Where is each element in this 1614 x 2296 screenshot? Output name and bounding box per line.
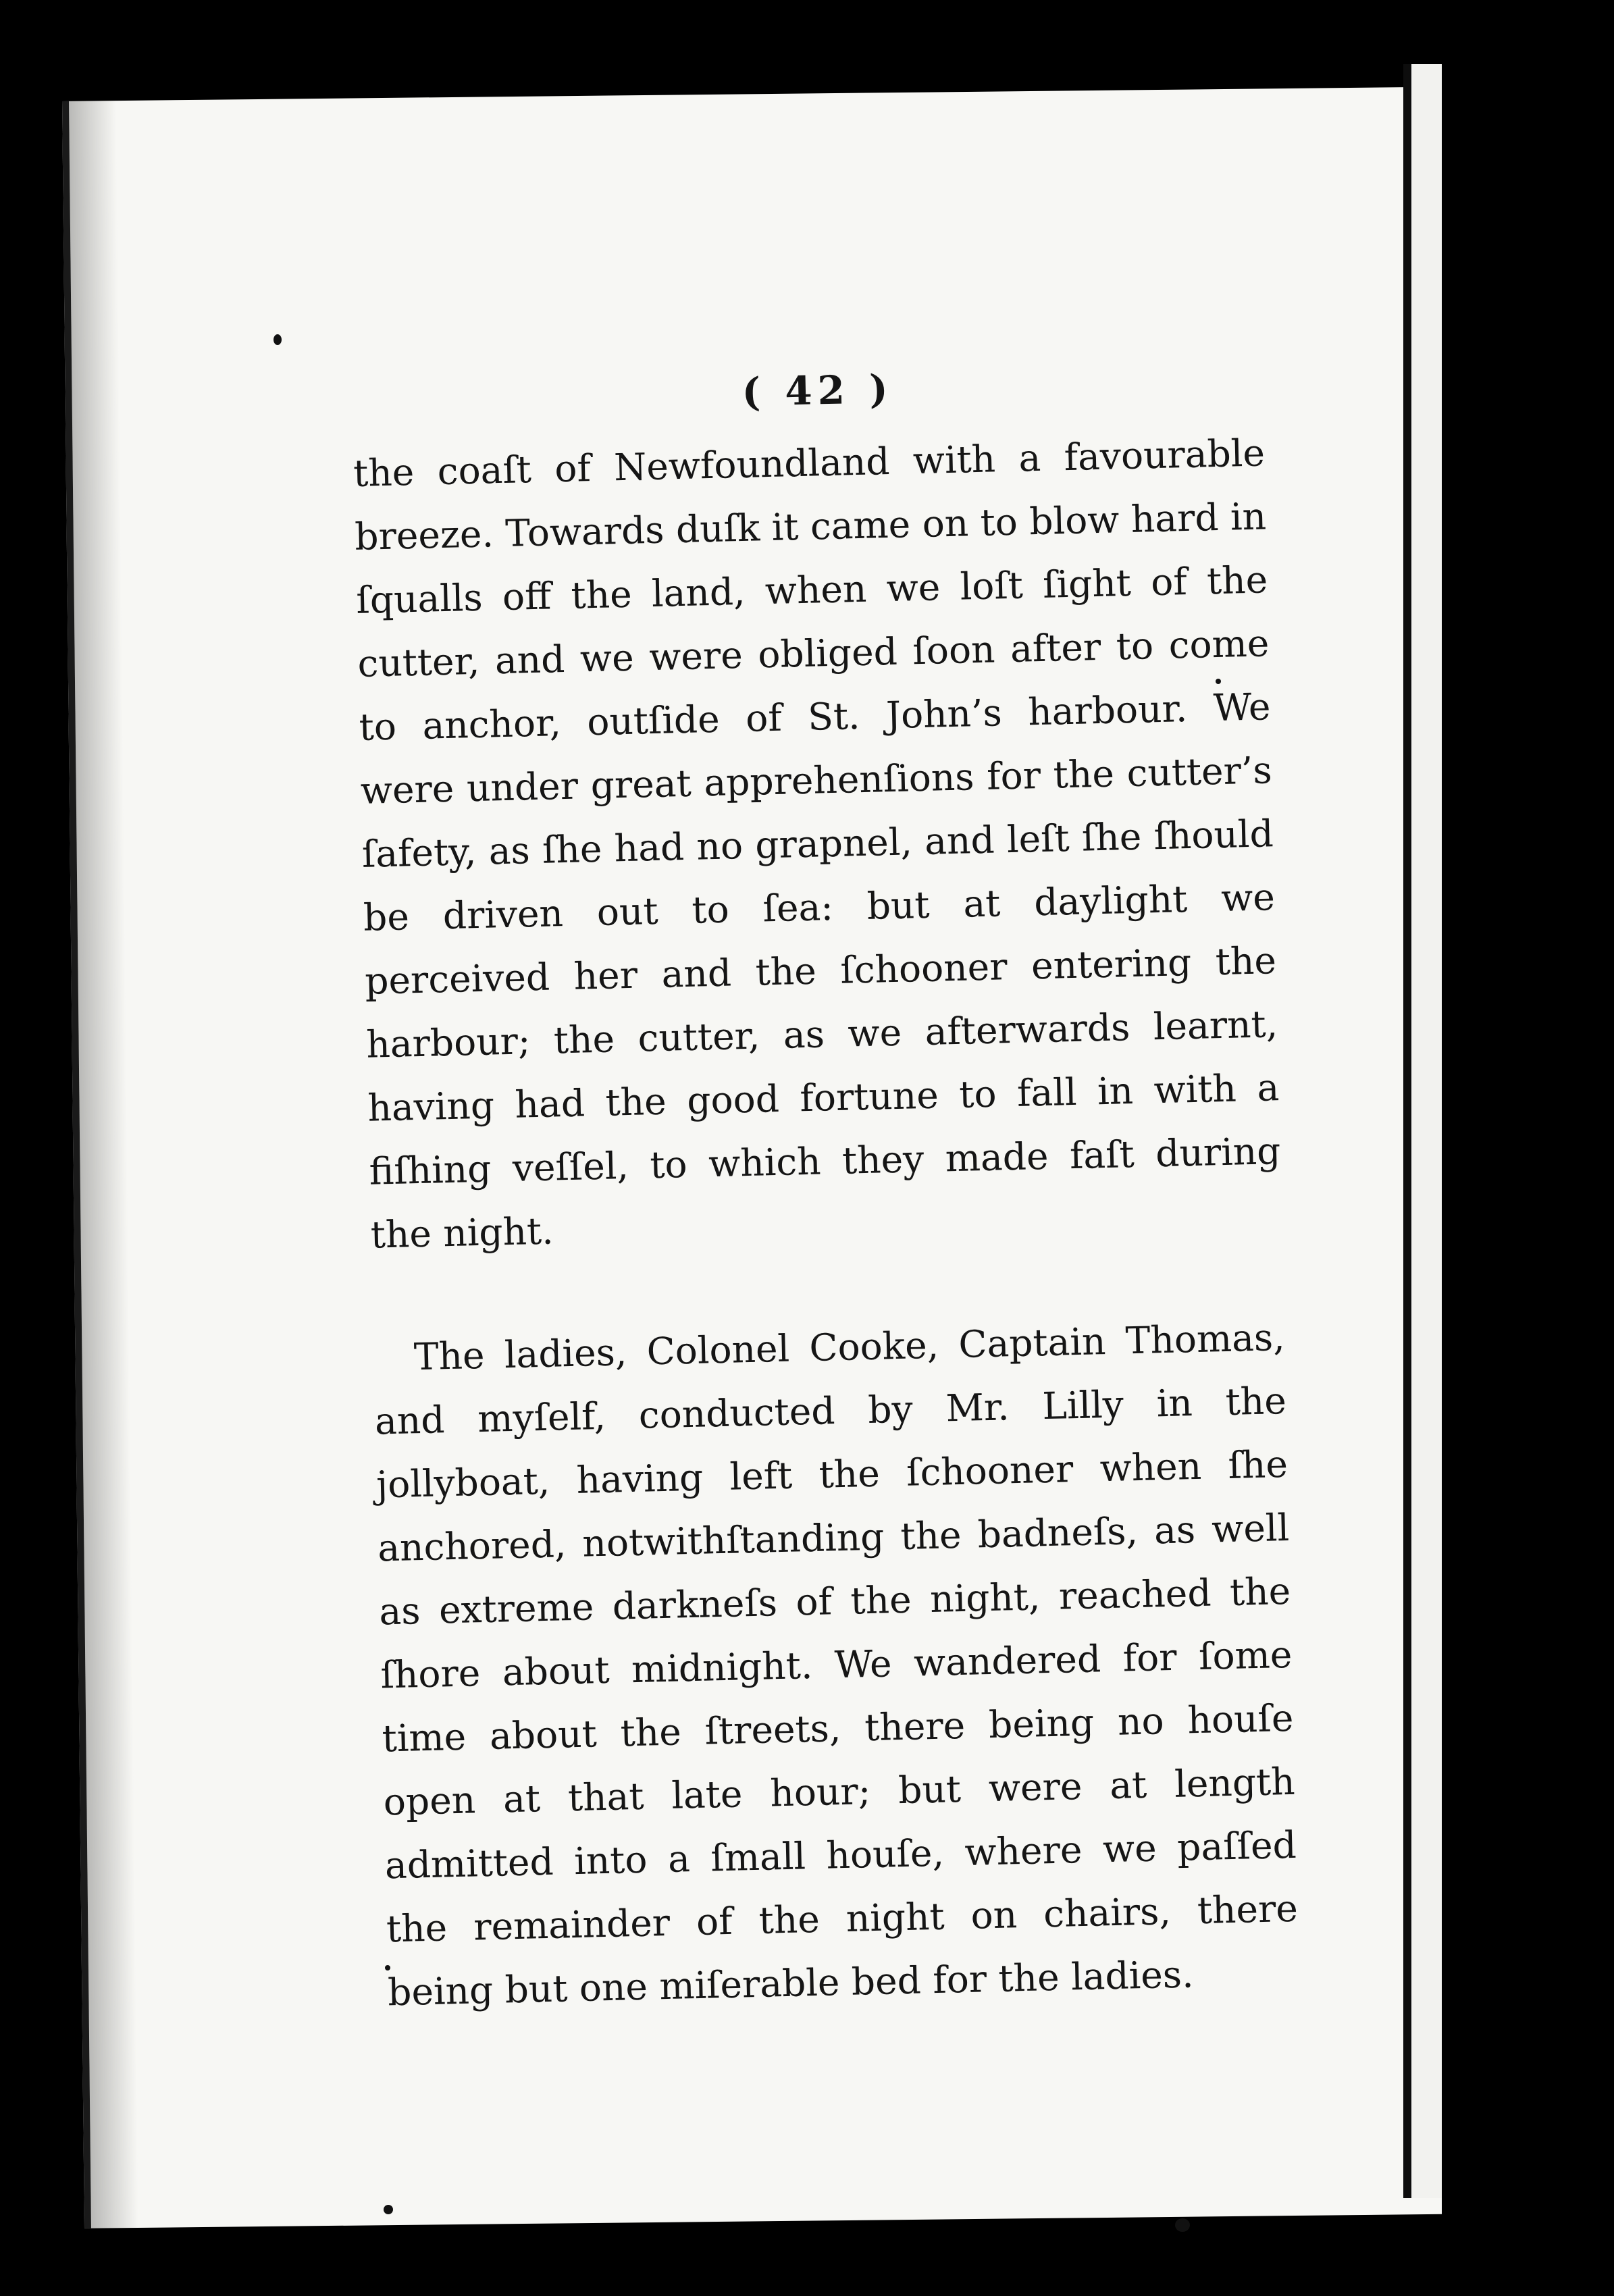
book-spine-edge — [1403, 64, 1411, 2198]
ink-speck — [1175, 2218, 1190, 2232]
facing-page-edge — [1411, 64, 1442, 2198]
page-gutter-shadow — [69, 101, 138, 2228]
ink-speck — [384, 2205, 393, 2214]
page-number: ( 42 ) — [741, 365, 894, 415]
scan-right-border — [1442, 0, 1614, 2296]
scan-top-border — [0, 0, 1614, 95]
ink-speck — [274, 334, 282, 345]
page-text-block — [351, 357, 1300, 2024]
paragraph-2: The ladies, Colonel Cooke, Captain Thomas, and myſelf, conducted by Mr. Lilly in the jollyboat, having left the ſchooner when ſhe anchored, notwithſtanding the badneſs, as well as extreme darkneſs of the night, reached the ſhore about midnight. We wandered for ſome time about the ſtreets, there being no houſe open at that late hour; but were at length admitted into a ſmall houſe, where we paſſed the remainder of the night on chairs, there being but one miſerable bed for the ladies. — [374, 1315, 1299, 2014]
paragraph-1: the coaſt of Newfoundland with a favourable breeze. Towards duſk it came on to blow hard in ſqualls off the land, when we loſt ſight of the cutter, and we were obliged ſoon after to come to anchor, outſide of St. John’s harbour. We were under great apprehenſions for the cutter’s ſafety, as ſhe had no grapnel, and leſt ſhe ſhould be driven out to ſea: but at daylight we perceived her and the ſchooner entering the harbour; the cutter, as we afterwards learnt, having had the good fortune to fall in with a fiſhing veſſel, to which they made faſt during the night. — [353, 431, 1282, 1257]
